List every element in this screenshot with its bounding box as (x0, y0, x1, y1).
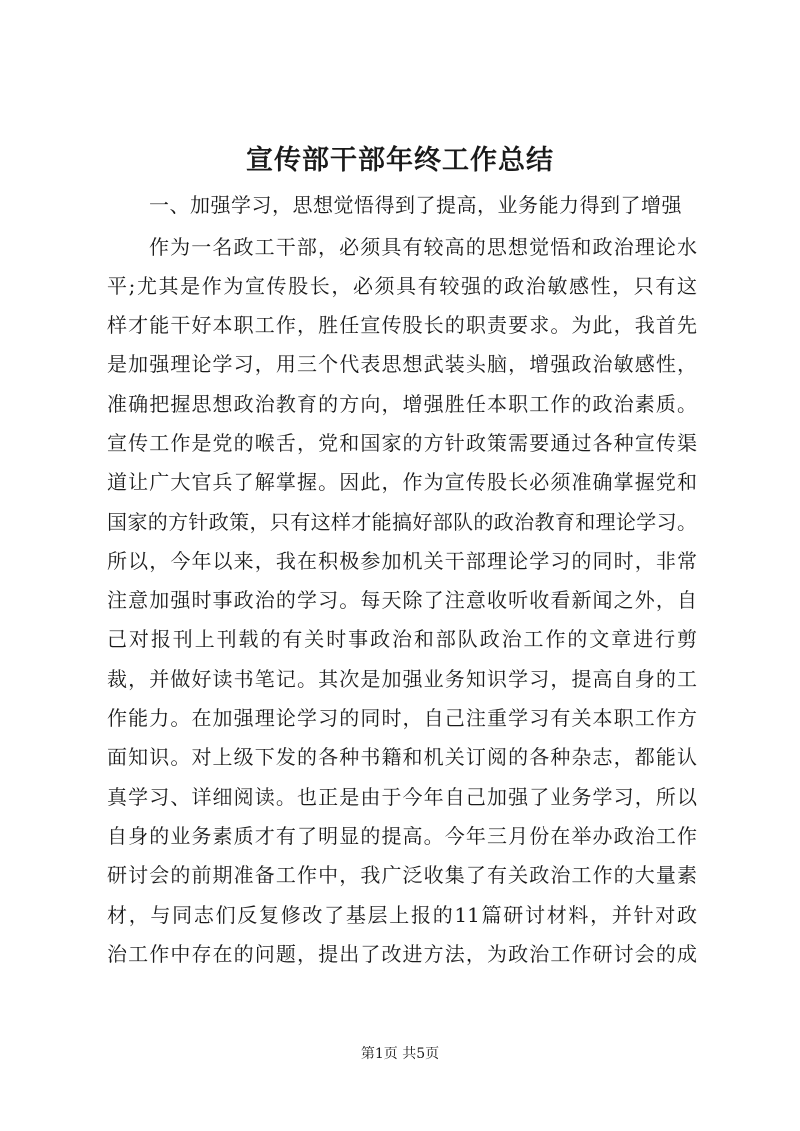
body-line: 己对报刊上刊载的有关时事政治和部队政治工作的文章进行剪 (107, 627, 697, 651)
body-line: 材，与同志们反复修改了基层上报的11篇研讨材料，并针对政 (107, 903, 697, 927)
body-line: 作能力。在加强理论学习的同时，自己注重学习有关本职工作方 (107, 706, 697, 730)
body-line: 自身的业务素质才有了明显的提高。今年三月份在举办政治工作 (107, 824, 697, 848)
body-line: 道让广大官兵了解掌握。因此，作为宣传股长必须准确掌握党和 (107, 470, 697, 494)
section-heading: 一、加强学习，思想觉悟得到了提高，业务能力得到了增强 (149, 193, 682, 217)
body-line: 真学习、详细阅读。也正是由于今年自己加强了业务学习，所以 (107, 785, 697, 809)
page-number-footer: 第1页 共5页 (360, 1046, 440, 1062)
body-line: 国家的方针政策，只有这样才能搞好部队的政治教育和理论学习。 (107, 510, 697, 534)
body-line: 注意加强时事政治的学习。每天除了注意收听收看新闻之外，自 (107, 588, 697, 612)
body-line: 裁，并做好读书笔记。其次是加强业务知识学习，提高自身的工 (107, 667, 697, 691)
body-line: 作为一名政工干部，必须具有较高的思想觉悟和政治理论水 (149, 235, 697, 259)
body-line: 准确把握思想政治教育的方向，增强胜任本职工作的政治素质。 (107, 392, 697, 416)
body-line: 面知识。对上级下发的各种书籍和机关订阅的各种杂志，都能认 (107, 745, 697, 769)
body-line: 平;尤其是作为宣传股长，必须具有较强的政治敏感性，只有这 (107, 274, 697, 298)
body-line: 所以，今年以来，我在积极参加机关干部理论学习的同时，非常 (107, 549, 697, 573)
body-line: 治工作中存在的问题，提出了改进方法，为政治工作研讨会的成 (107, 942, 697, 966)
body-line: 宣传工作是党的喉舌，党和国家的方针政策需要通过各种宣传渠 (107, 431, 697, 455)
body-line: 研讨会的前期准备工作中，我广泛收集了有关政治工作的大量素 (107, 863, 697, 887)
document-title: 宣传部干部年终工作总结 (246, 145, 554, 176)
body-line: 样才能干好本职工作，胜任宣传股长的职责要求。为此，我首先 (107, 313, 697, 337)
body-line: 是加强理论学习，用三个代表思想武装头脑，增强政治敏感性， (107, 352, 697, 376)
